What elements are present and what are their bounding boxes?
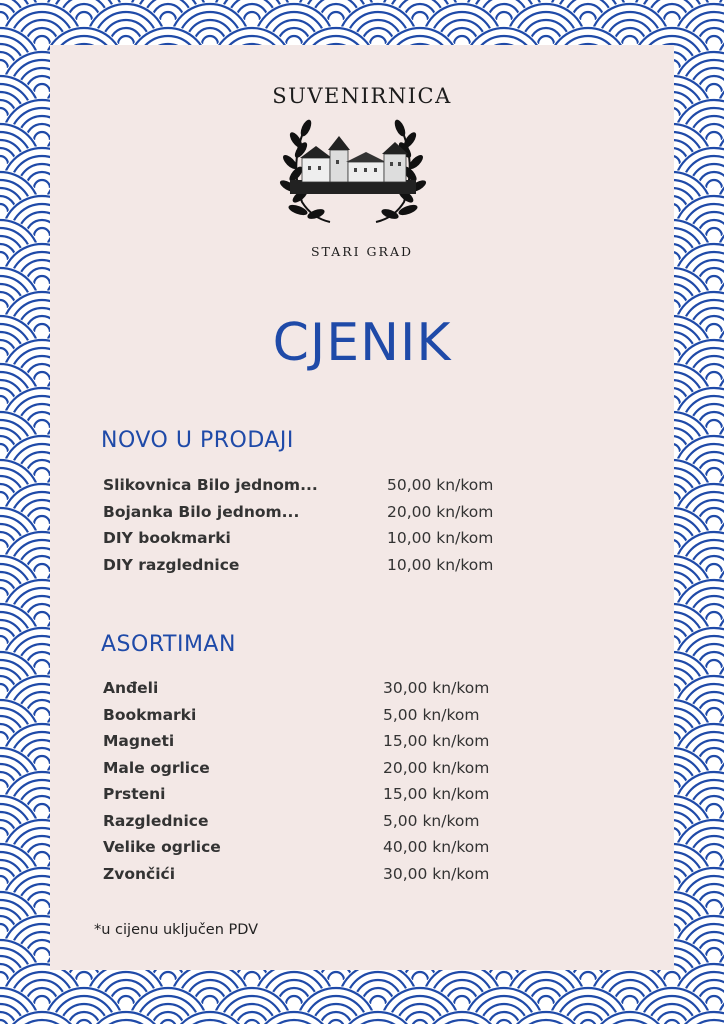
item-name: Slikovnica Bilo jednom... xyxy=(103,476,318,494)
list-item xyxy=(0,556,724,582)
section-heading-assortment: ASORTIMAN xyxy=(101,632,236,657)
item-name: Velike ogrlice xyxy=(103,838,221,856)
item-price: 10,00 kn/kom xyxy=(387,529,494,547)
item-price: 30,00 kn/kom xyxy=(383,679,490,697)
list-item xyxy=(0,759,724,785)
page-title: CJENIK xyxy=(272,313,452,373)
brand-name-top: SUVENIRNICA xyxy=(272,84,452,108)
item-name: Prsteni xyxy=(103,785,166,803)
item-price: 15,00 kn/kom xyxy=(383,732,490,750)
castle-icon xyxy=(290,136,416,194)
section-heading-new: NOVO U PRODAJI xyxy=(101,428,294,453)
list-item xyxy=(0,679,724,705)
brand-name-bottom: STARI GRAD xyxy=(310,244,413,259)
item-price: 30,00 kn/kom xyxy=(383,865,490,883)
list-item xyxy=(0,865,724,891)
item-price: 20,00 kn/kom xyxy=(383,759,490,777)
item-price: 15,00 kn/kom xyxy=(383,785,490,803)
list-item xyxy=(0,476,724,502)
list-item xyxy=(0,812,724,838)
list-item xyxy=(0,785,724,811)
list-item xyxy=(0,732,724,758)
list-item xyxy=(0,838,724,864)
list-item xyxy=(0,706,724,732)
item-price: 5,00 kn/kom xyxy=(383,706,480,724)
item-price: 5,00 kn/kom xyxy=(383,812,480,830)
item-name: Razglednice xyxy=(103,812,209,830)
item-name: Anđeli xyxy=(103,679,159,697)
item-price: 10,00 kn/kom xyxy=(387,556,494,574)
item-name: DIY razglednice xyxy=(103,556,240,574)
item-name: Magneti xyxy=(103,732,175,750)
item-name: Bookmarki xyxy=(103,706,197,724)
list-item xyxy=(0,503,724,529)
item-name: Male ogrlice xyxy=(103,759,210,777)
item-price: 40,00 kn/kom xyxy=(383,838,490,856)
castle-laurel-wreath-icon xyxy=(268,110,438,234)
item-name: Bojanka Bilo jednom... xyxy=(103,503,300,521)
item-name: DIY bookmarki xyxy=(103,529,231,547)
item-price: 50,00 kn/kom xyxy=(387,476,494,494)
vat-footnote: *u cijenu uključen PDV xyxy=(94,922,259,938)
item-name: Zvončići xyxy=(103,865,176,883)
list-item xyxy=(0,529,724,555)
item-price: 20,00 kn/kom xyxy=(387,503,494,521)
